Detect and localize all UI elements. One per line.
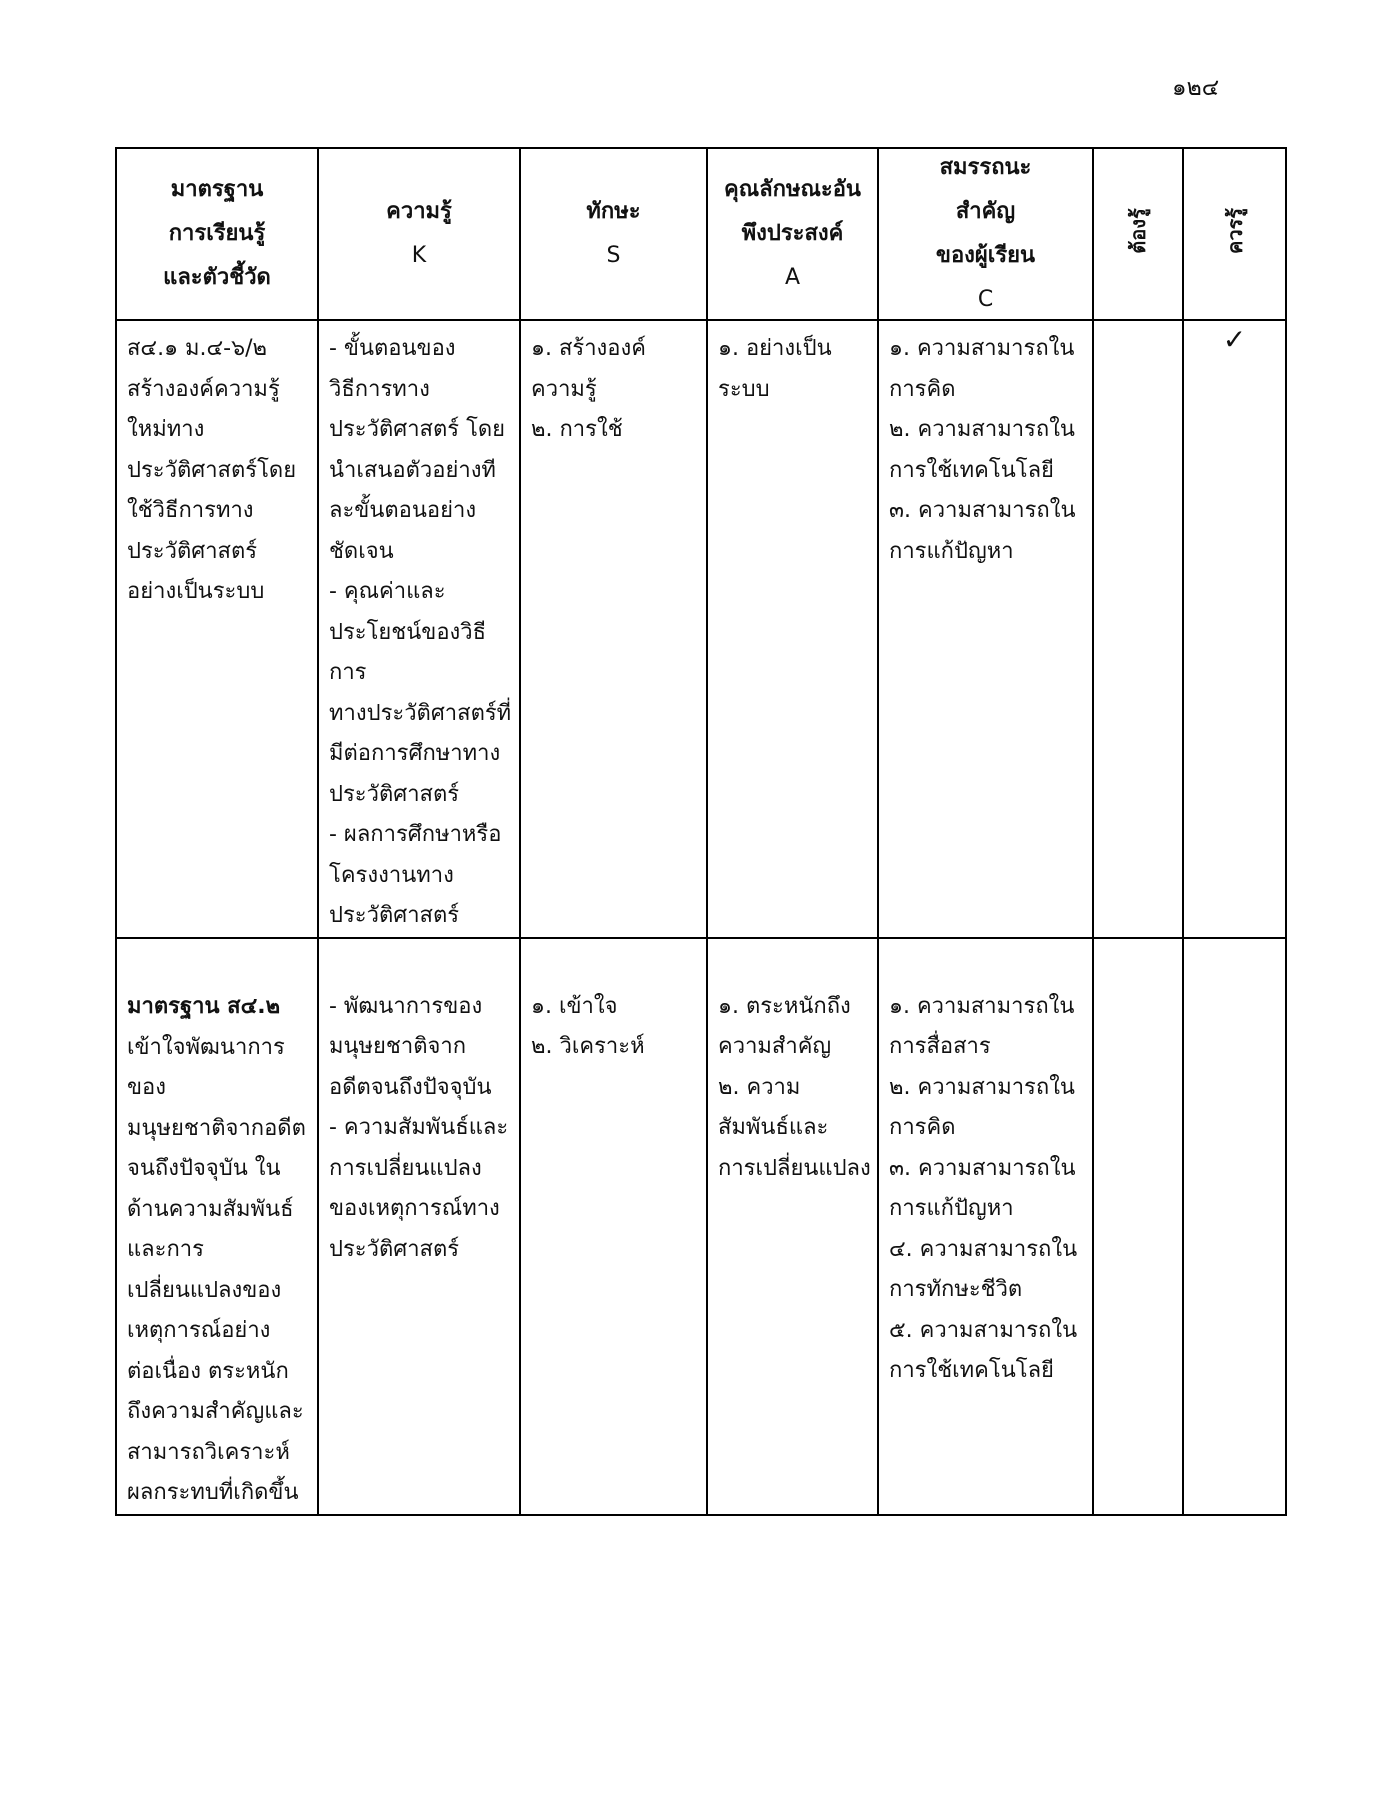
header-knowledge: ความรู้ K: [318, 148, 520, 320]
cell-competency: ๑. ความสามารถใน การคิด ๒. ความสามารถใน การใช้เทคโนโลยี ๓. ความสามารถใน การแก้ปัญหา: [878, 320, 1093, 938]
standard-title: มาตรฐาน ส๔.๒: [127, 994, 281, 1019]
curriculum-table: [115, 147, 1287, 1516]
cell-competency: ๑. ความสามารถใน การสื่อสาร ๒. ความสามารถใน การคิด ๓. ความสามารถใน การแก้ปัญหา ๔. ความสามารถใน การทักษะชีวิต ๕. ความสามารถใน การใช้เทคโนโลยี: [878, 938, 1093, 1515]
header-competency: สมรรถนะ สำคัญ ของผู้เรียน C: [878, 148, 1093, 320]
header-row: [116, 148, 1286, 320]
page-number: ๑๒๔: [1172, 75, 1220, 101]
cell-knowledge: - ขั้นตอนของ วิธีการทาง ประวัติศาสตร์ โดย นำเสนอตัวอย่างที ละขั้นตอนอย่าง ชัดเจน - คุณค่าและ ประโยชน์ของวิธีการ ทางประวัติศาสตร์ที่ มีต่อการศึกษาทาง ประวัติศาสตร์ - ผลการศึกษาหรือ โครงงานทาง ประวัติศาสตร์: [318, 320, 520, 938]
header-skill: ทักษะ S: [520, 148, 707, 320]
cell-must-know: [1093, 938, 1183, 1515]
checkmark-icon: ✓: [1222, 323, 1247, 356]
cell-skill: ๑. เข้าใจ ๒. วิเคราะห์: [520, 938, 707, 1515]
cell-must-know: [1093, 320, 1183, 938]
header-attribute: คุณลักษณะอัน พึงประสงค์ A: [707, 148, 878, 320]
cell-should-know: [1183, 938, 1286, 1515]
cell-skill: ๑. สร้างองค์ ความรู้ ๒. การใช้: [520, 320, 707, 938]
cell-standard: ส๔.๑ ม.๔-๖/๒ สร้างองค์ความรู้ ใหม่ทาง ประวัติศาสตร์โดย ใช้วิธีการทาง ประวัติศาสตร์ อย่างเป็นระบบ: [116, 320, 318, 938]
table-row: [116, 320, 1286, 938]
header-must-know: ต้องรู้: [1093, 148, 1183, 320]
header-standard: มาตรฐาน การเรียนรู้ และตัวชี้วัด: [116, 148, 318, 320]
header-should-know: ควรรู้: [1183, 148, 1286, 320]
cell-knowledge: - พัฒนาการของ มนุษยชาติจาก อดีตจนถึงปัจจุบัน - ความสัมพันธ์และ การเปลี่ยนแปลง ของเหตุการณ์ทาง ประวัติศาสตร์: [318, 938, 520, 1515]
cell-attribute: ๑. ตระหนักถึง ความสำคัญ ๒. ความ สัมพันธ์และ การเปลี่ยนแปลง: [707, 938, 878, 1515]
cell-should-know: [1183, 320, 1286, 938]
cell-standard: มาตรฐาน ส๔.๒ เข้าใจพัฒนาการของ มนุษยชาติจากอดีต จนถึงปัจจุบัน ใน ด้านความสัมพันธ์ และการ เปลี่ยนแปลงของ เหตุการณ์อย่าง ต่อเนื่อง ตระหนัก ถึงความสำคัญและ สามารถวิเคราะห์ ผลกระทบที่เกิดขึ้น: [116, 938, 318, 1515]
table-row: [116, 938, 1286, 1515]
cell-attribute: ๑. อย่างเป็น ระบบ: [707, 320, 878, 938]
